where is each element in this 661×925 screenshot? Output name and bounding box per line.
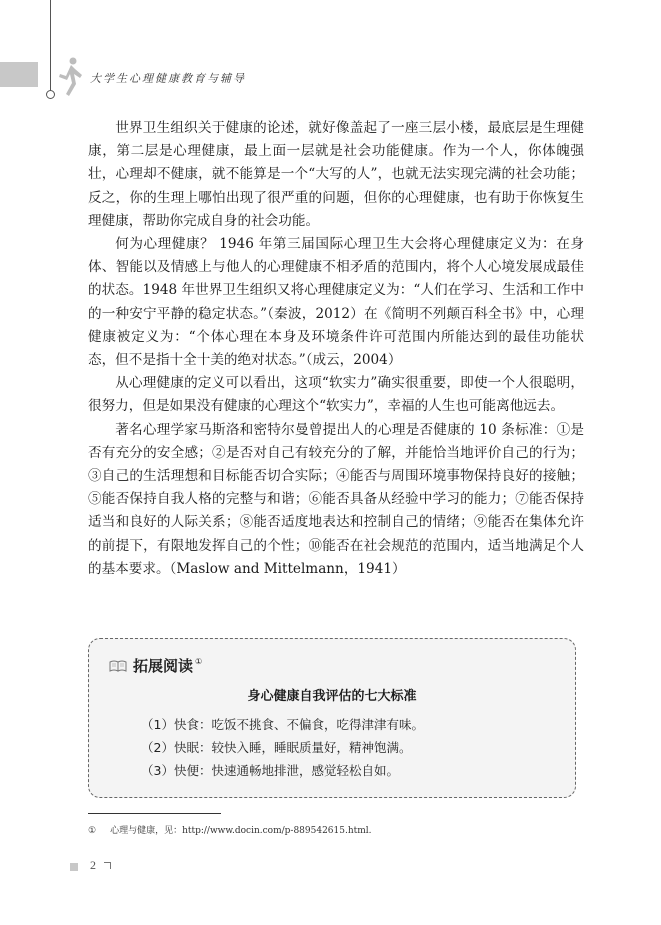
header-rule-dot <box>46 90 55 99</box>
footnote <box>88 823 372 836</box>
paragraph: 著名心理学家马斯洛和密特尔曼曾提出人的心理是否健康的 10 条标准：①是否有充分的安全感；②是否对自己有较充分的了解，并能恰当地评价自己的行为；③自己的生活理想和目标能否切合实际；④能否与周围环境事物保持良好的接触；⑤能否保持自我人格的完整与和谐；⑥能否具备从经验中学习的能力；⑦能否保持适当和良好的人际关系；⑧能否适度地表达和控制自己的情绪；⑨能否在集体允许的前提下，有限地发挥自己的个性；⑩能否在社会规范的范围内，适当地满足个人的基本要求。（Maslow and Mittelmann，1941） <box>88 421 584 577</box>
extended-reading-box <box>88 638 576 798</box>
body-text <box>88 117 584 581</box>
header-gray-block <box>0 62 38 87</box>
paragraph: 何为心理健康？ 1946 年第三届国际心理卫生大会将心理健康定义为：在身体、智能以及情感上与他人的心理健康不相矛盾的范围内，将个人心境发展成最佳的状态。1948 年世界卫生组织又将心理健康定义为：“人们在学习、生活和工作中的一种安宁平静的稳定状态。”（秦波，2012）在《简明不列颠百科全书》中，心理健康被定义为：“个体心理在本身及环境条件许可范围内所能达到的最佳功能状态，但不是指十全十美的绝对状态。”（成云，2004） <box>88 236 584 369</box>
paragraph: 世界卫生组织关于健康的论述，就好像盖起了一座三层小楼，最底层是生理健康，第二层是心理健康，最上面一层就是社会功能健康。作为一个人，你体魄强壮，心理却不健康，就不能算是一个“大写的人”，也就无法实现完满的社会功能；反之，你的生理上哪怕出现了很严重的问题，但你的心理健康，也有助于你恢复生理健康，帮助你完成自身的社会功能。 <box>88 120 584 229</box>
list-item: （3）快便：快速通畅地排泄，感觉轻松自如。 <box>141 763 399 778</box>
running-title: 大学生心理健康教育与辅导 <box>90 72 246 85</box>
page-number-block <box>70 863 78 871</box>
footnote-ref[interactable]: ① <box>195 657 203 666</box>
footnote-rule <box>88 813 221 814</box>
footnote-text[interactable]: 心理与健康，见：http://www.docin.com/p-889542615.html. <box>110 826 372 836</box>
header-vertical-rule <box>50 0 51 92</box>
page-corner-mark <box>104 862 111 869</box>
box-title: 拓展阅读 <box>133 657 194 675</box>
list-item: （2）快眠：较快入睡，睡眠质量好，精神饱满。 <box>141 740 412 755</box>
list-item: （1）快食：吃饭不挑食、不偏食，吃得津津有味。 <box>141 717 424 732</box>
box-header <box>109 655 202 676</box>
runner-silhouette-icon <box>56 56 84 98</box>
page-number: 2 <box>90 858 96 872</box>
footnote-mark: ① <box>88 826 97 836</box>
box-item-list <box>141 713 424 782</box>
open-book-icon <box>109 660 127 672</box>
paragraph: 从心理健康的定义可以看出，这项“软实力”确实很重要，即使一个人很聪明，很努力，但是如果没有健康的心理这个“软实力”，幸福的人生也可能离他远去。 <box>88 375 584 415</box>
box-subtitle: 身心健康自我评估的七大标准 <box>247 689 417 704</box>
